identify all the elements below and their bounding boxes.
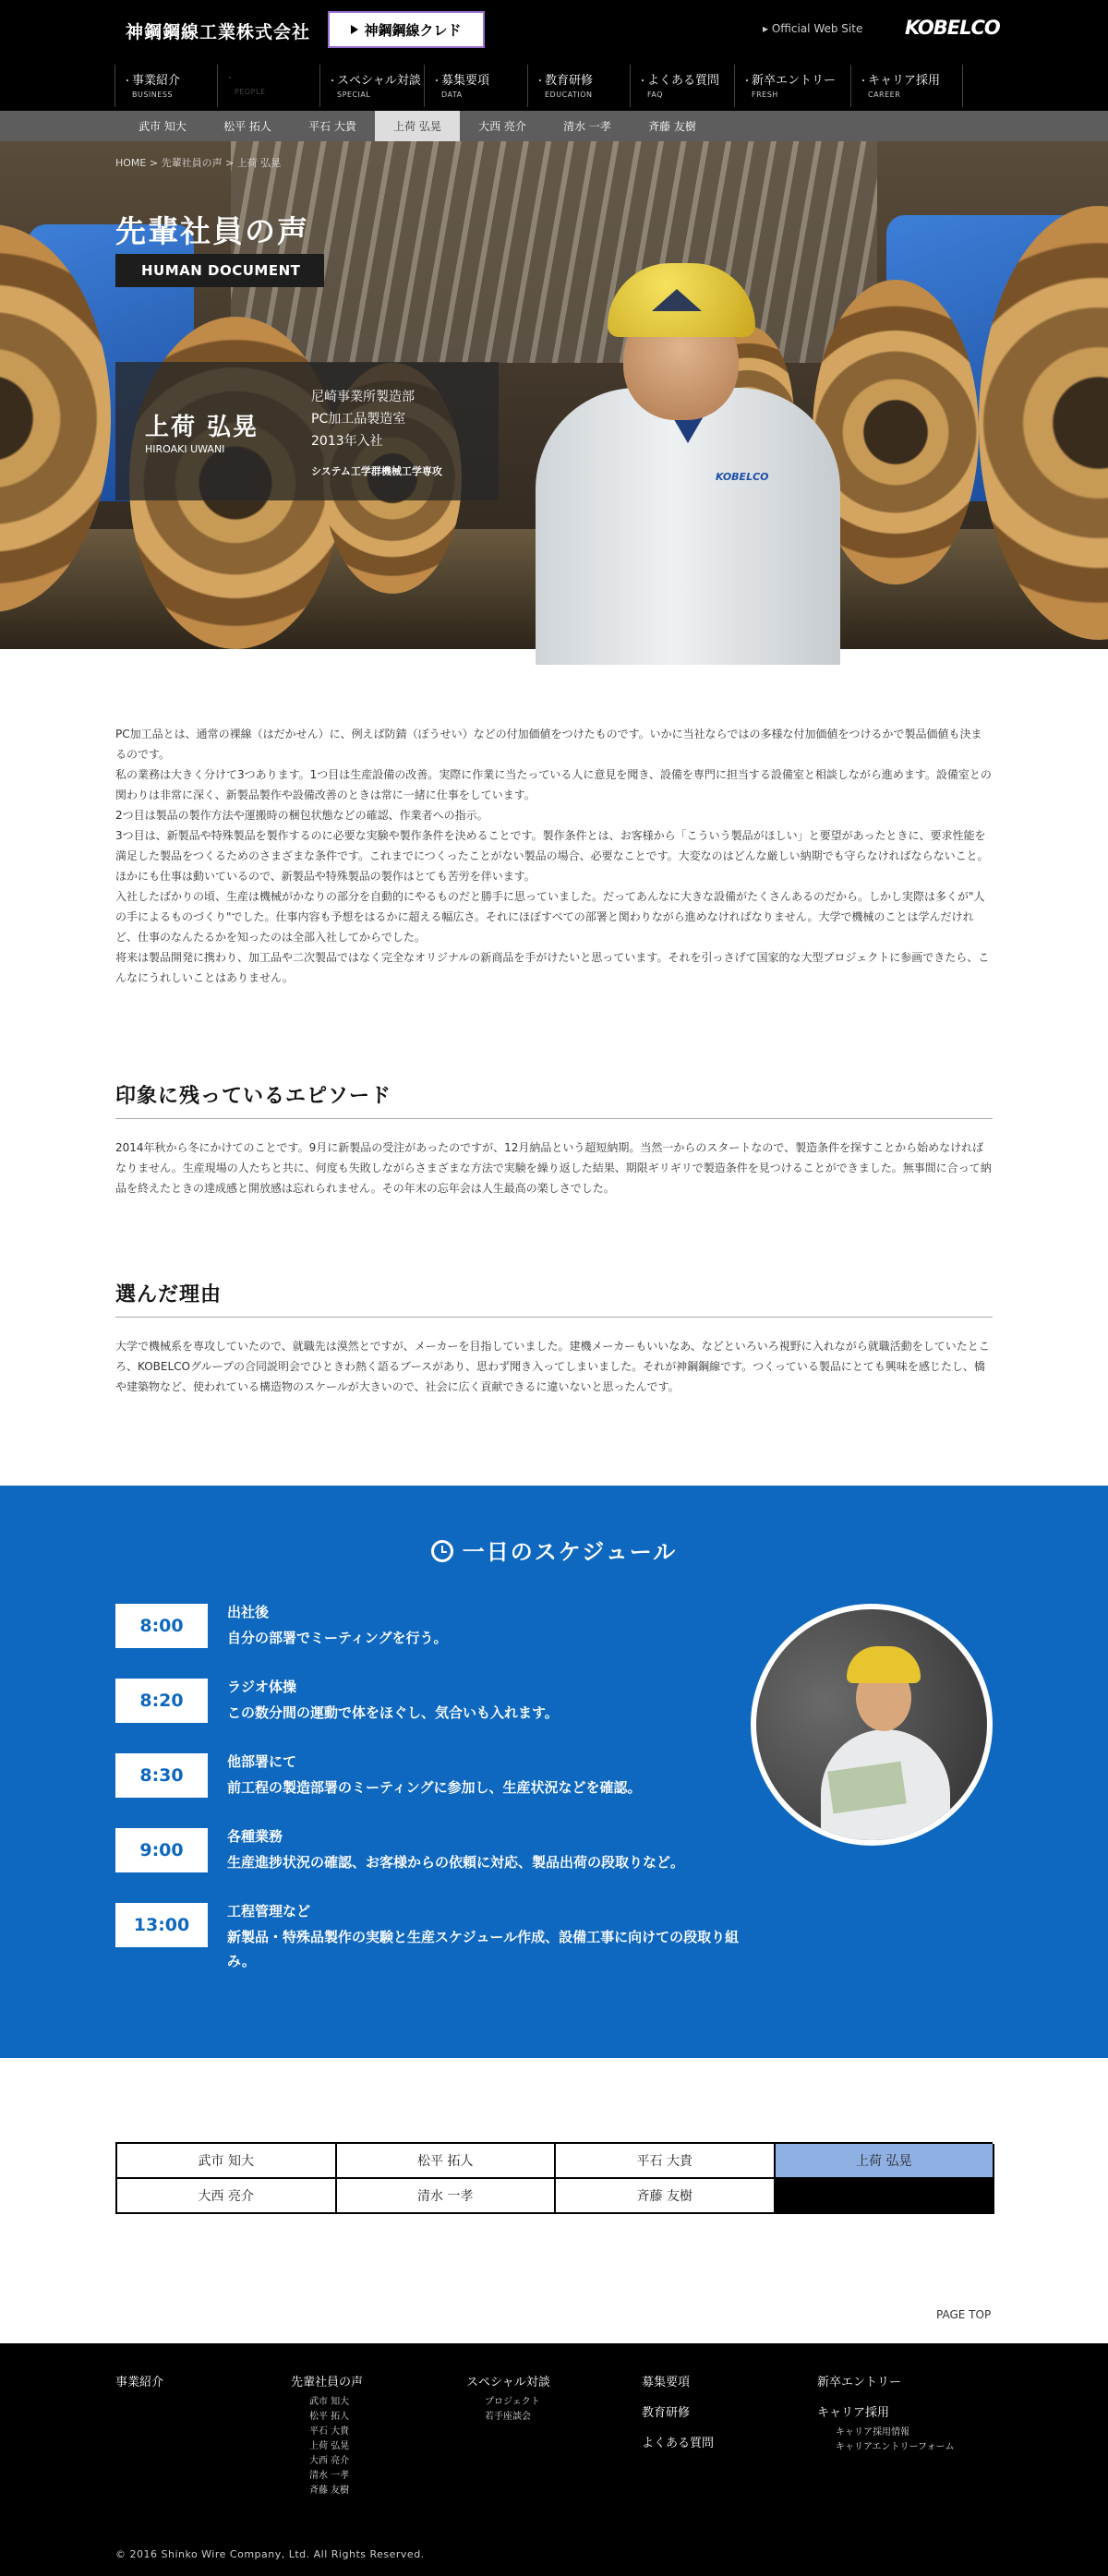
safety-helmet bbox=[608, 263, 755, 337]
schedule-item-desc: 自分の部署でミーティングを行う。 bbox=[227, 1630, 448, 1646]
copyright: © 2016 Shinko Wire Company, Ltd. All Rights Reserved. bbox=[115, 2548, 425, 2560]
subnav-item[interactable]: 松平 拓人 bbox=[223, 120, 271, 133]
kobelco-logo[interactable]: KOBELCO bbox=[905, 17, 1000, 39]
page-subtitle: HUMAN DOCUMENT bbox=[115, 254, 324, 287]
footer-link[interactable]: キャリア採用 bbox=[817, 2406, 890, 2420]
footer-link[interactable]: 教育研修 bbox=[642, 2406, 691, 2420]
schedule-item-title: 他部署にて bbox=[227, 1753, 297, 1770]
people-grid-empty bbox=[776, 2179, 995, 2214]
intro-paragraph: 将来は製品開発に携わり、加工品や二次製品ではなく完全なオリジナルの新商品を手がけたいと思っています。それを引っさげて国家的な大型プロジェクトに参画できたら、こんなにうれしいことはありません。 bbox=[115, 951, 990, 984]
people-grid bbox=[115, 2142, 993, 2214]
nav-label: ・ 募集要項 bbox=[432, 70, 527, 88]
nav-sublabel: FRESH bbox=[752, 90, 778, 99]
intro-paragraph: 入社したばかりの頃、生産は機械がかなりの部分を自動的にやるものだと勝手に思っていました。だってあんなに大きな設備がたくさんあるのだから。しかし実際は多くが"人の手によるものづくり"でした。仕事内容も予想をはるかに超える幅広さ。それにほぼすべての部署と関わりながら進めなければなりません。大学で機械のことは学んだけれど、仕事のなんたるかを知ったのは全部入社してからでした。 bbox=[115, 890, 985, 944]
nav-business[interactable] bbox=[114, 65, 217, 107]
people-grid-cell[interactable]: 武市 知大 bbox=[117, 2144, 337, 2179]
nav-sublabel: FAQ bbox=[647, 90, 663, 99]
employee-roman: HIROAKI UWANI bbox=[145, 443, 225, 455]
schedule-heading bbox=[0, 1534, 1108, 1566]
subnav-item[interactable]: 清水 一孝 bbox=[563, 120, 611, 133]
page-top-link[interactable]: PAGE TOP bbox=[936, 2308, 992, 2321]
schedule-item-desc: 新製品・特殊品製作の実験と生産スケジュール作成、設備工事に向けての段取り組み。 bbox=[227, 1929, 740, 1969]
episode-text: 2014年秋から冬にかけてのことです。9月に新製品の受注があったのですが、12月納品という超短納期。当然一からのスタートなので、製造条件を探すことから始めなければなりません。生産現場の人たちと共に、何度も失敗しながらさまざまな方法で実験を繰り返した結果、期限ギリギリで製造条件を見つけることができました。無事間に合って納品を終えたときの達成感と開放感は忘れられません。その年末の忘年会は人生最高の楽しさでした。 bbox=[115, 1141, 992, 1195]
nav-label: ・ 事業紹介 bbox=[123, 70, 217, 88]
nav-faq[interactable] bbox=[630, 65, 734, 107]
nav-label bbox=[225, 70, 319, 85]
nav-career[interactable] bbox=[850, 65, 963, 107]
footer-link[interactable]: 募集要項 bbox=[642, 2376, 691, 2389]
page-title: 先輩社員の声 bbox=[115, 213, 309, 249]
footer-link[interactable]: 新卒エントリー bbox=[817, 2376, 902, 2389]
employee-photo bbox=[526, 231, 849, 649]
footer-sublink[interactable]: 上荷 弘晃 bbox=[309, 2441, 350, 2451]
episode-heading: 印象に残っているエピソード bbox=[115, 1080, 993, 1119]
people-subnav bbox=[0, 111, 1108, 141]
schedule-time: 8:20 bbox=[115, 1679, 208, 1723]
footer-sublink[interactable]: 大西 亮介 bbox=[309, 2456, 350, 2466]
intro-paragraph: 私の業務は大きく分けて3つあります。1つ目は生産設備の改善。実際に作業に当たっている人に意見を聞き、設備を専門に担当する設備室と相談しながら進めます。設備室との関わりは非常に深く、新製品製作や設備改善のときは常に一緒に仕事をしています。 bbox=[115, 768, 992, 801]
employee-name: 上荷 弘晃 bbox=[145, 414, 259, 441]
people-grid-cell[interactable]: 大西 亮介 bbox=[117, 2179, 337, 2214]
intro-text bbox=[115, 724, 993, 988]
nav-sublabel: DATA bbox=[441, 90, 463, 99]
footer-col-special bbox=[466, 2372, 550, 2425]
footer-sublink[interactable]: 平石 大貴 bbox=[309, 2426, 350, 2437]
nav-sublabel: PEOPLE bbox=[235, 88, 266, 96]
footer-career-list bbox=[817, 2426, 955, 2455]
footer-col-business bbox=[115, 2372, 163, 2402]
schedule-item-desc: 生産進捗状況の確認、お客様からの依頼に対応、製品出荷の段取りなど。 bbox=[227, 1854, 685, 1871]
subnav-item[interactable]: 斉藤 友樹 bbox=[648, 120, 696, 133]
subnav-item[interactable]: 武市 知大 bbox=[138, 120, 187, 133]
nav-label: ・ よくある質問 bbox=[638, 70, 734, 88]
footer-col-entry bbox=[817, 2372, 955, 2455]
schedule-item-desc: この数分間の運動で体をほぐし、気合いも入れます。 bbox=[227, 1704, 559, 1721]
footer-link[interactable]: 事業紹介 bbox=[115, 2376, 164, 2389]
footer-sublink[interactable]: キャリア採用情報 bbox=[836, 2427, 909, 2438]
subnav-item-active[interactable]: 上荷 弘晃 bbox=[375, 111, 460, 141]
reason-heading: 選んだ理由 bbox=[115, 1279, 993, 1318]
schedule-time: 8:00 bbox=[115, 1604, 208, 1648]
footer-col-people bbox=[291, 2372, 363, 2498]
dept-line: 尼崎事業所製造部 bbox=[311, 390, 415, 404]
intro-paragraph: 3つ目は、新製品や特殊製品を製作するのに必要な実験や製作条件を決めることです。製作条件とは、お客様から「こういう製品がほしい」と要望があったときに、要求性能を満足した製品をつくるためのさまざまな条件です。これまでにつくったことがない製品の場合、必要なことです。大変なのはどんな厳しい納期でも守らなければならないこと。ほかにも仕事は動いているので、新製品や特殊製品の製作はとても苦労を伴います。 bbox=[115, 829, 989, 883]
employee-circle-photo bbox=[751, 1604, 993, 1846]
company-logo[interactable]: 神鋼鋼線工業株式会社 bbox=[126, 22, 311, 42]
schedule-title: 一日のスケジュール bbox=[462, 1539, 678, 1565]
people-grid-cell[interactable]: 平石 大貴 bbox=[556, 2144, 776, 2179]
nav-data[interactable] bbox=[424, 65, 527, 107]
schedule-time: 9:00 bbox=[115, 1828, 208, 1872]
nav-people[interactable] bbox=[217, 65, 319, 107]
site-footer bbox=[0, 2343, 1108, 2576]
nav-sublabel: SPECIAL bbox=[337, 90, 371, 99]
footer-sublink[interactable]: プロジェクト bbox=[485, 2397, 540, 2407]
people-grid-cell[interactable]: 清水 一孝 bbox=[337, 2179, 557, 2214]
breadcrumb[interactable]: HOME > 先輩社員の声 > 上荷 弘晃 bbox=[115, 157, 282, 169]
people-grid-cell-active[interactable]: 上荷 弘晃 bbox=[776, 2144, 995, 2179]
employee-major: システム工学群機械工学専攻 bbox=[311, 465, 442, 477]
people-grid-cell[interactable]: 松平 拓人 bbox=[337, 2144, 557, 2179]
footer-special-list bbox=[466, 2395, 550, 2425]
nav-label: ・ 新卒エントリー bbox=[742, 70, 850, 88]
nav-label: ・ スペシャル対談 bbox=[328, 70, 424, 88]
uniform-logo: KOBELCO bbox=[716, 471, 769, 483]
schedule-time: 8:30 bbox=[115, 1753, 208, 1798]
nav-sublabel: BUSINESS bbox=[132, 90, 173, 99]
nav-special[interactable] bbox=[319, 65, 424, 107]
nav-fresh[interactable] bbox=[734, 65, 850, 107]
nav-sublabel: CAREER bbox=[868, 90, 901, 99]
nav-label: ・ 教育研修 bbox=[536, 70, 630, 88]
schedule-section bbox=[0, 1486, 1108, 2058]
footer-sublink[interactable]: 若手座談会 bbox=[485, 2412, 531, 2422]
footer-link[interactable]: スペシャル対談 bbox=[466, 2376, 550, 2389]
credit-label: 神鋼鋼線クレド bbox=[364, 21, 462, 39]
footer-sublink[interactable]: 武市 知大 bbox=[309, 2397, 350, 2407]
people-grid-cell[interactable]: 斉藤 友樹 bbox=[556, 2179, 776, 2214]
footer-link[interactable]: よくある質問 bbox=[642, 2437, 715, 2450]
footer-sublink[interactable]: 清水 一孝 bbox=[309, 2471, 350, 2481]
site-header bbox=[0, 0, 1108, 111]
footer-people-list bbox=[291, 2395, 363, 2498]
nav-sublabel: EDUCATION bbox=[545, 90, 593, 99]
global-nav bbox=[114, 65, 963, 107]
schedule-item-title: 各種業務 bbox=[227, 1828, 283, 1845]
play-icon bbox=[351, 25, 358, 34]
profile-card bbox=[115, 362, 499, 500]
subnav-item[interactable]: 平石 大貴 bbox=[308, 120, 356, 133]
official-site-label: Official Web Site bbox=[771, 22, 863, 35]
reason-text: 大学で機械系を専攻していたので、就職先は漠然とですが、メーカーを目指していました。建機メーカーもいいなあ、などといろいろ視野に入れながら就職活動をしていたところ、KOBELCOグループの合同説明会でひときわ熱く語るブースがあり、思わず聞き入ってしまいました。それが神鋼鋼線です。つくっている製品にとても興味を感じたし、橋や建築物など、使われている構造物のスケールが大きいので、社会に広く貢献できるに違いないと思ったんです。 bbox=[115, 1340, 990, 1393]
schedule-item-title: ラジオ体操 bbox=[227, 1679, 297, 1695]
intro-paragraph: PC加工品とは、通常の裸線（はだかせん）に、例えば防錆（ぼうせい）などの付加価値をつけたものです。いかに当社ならではの多様な付加価値をつけるかで製品価値も決まるのです。 bbox=[115, 728, 982, 761]
footer-sublink[interactable]: キャリアエントリーフォーム bbox=[836, 2442, 955, 2452]
schedule-item-desc: 前工程の製造部署のミーティングに参加し、生産状況などを確認。 bbox=[227, 1779, 642, 1796]
nav-label: ・ キャリア採用 bbox=[859, 70, 962, 88]
official-site-link[interactable]: ▸ Official Web Site bbox=[763, 22, 863, 35]
footer-sublink[interactable]: 斉藤 友樹 bbox=[309, 2486, 350, 2496]
footer-sublink[interactable]: 松平 拓人 bbox=[309, 2412, 350, 2422]
dept-line: PC加工品製造室 bbox=[311, 412, 406, 427]
schedule-item-title: 出社後 bbox=[227, 1604, 270, 1620]
intro-paragraph: 2つ目は製品の製作方法や運搬時の梱包状態などの確認、作業者への指示。 bbox=[115, 809, 488, 822]
subnav-item[interactable]: 大西 亮介 bbox=[478, 120, 526, 133]
safety-helmet bbox=[847, 1646, 921, 1683]
nav-education[interactable] bbox=[527, 65, 630, 107]
employee-dept bbox=[311, 386, 415, 452]
footer-col-recruit bbox=[642, 2372, 714, 2463]
schedule-item-title: 工程管理など bbox=[227, 1903, 311, 1920]
join-year: 2013年入社 bbox=[311, 434, 383, 449]
credit-banner[interactable] bbox=[328, 11, 485, 48]
footer-link[interactable]: 先輩社員の声 bbox=[291, 2376, 364, 2389]
schedule-time: 13:00 bbox=[115, 1903, 208, 1947]
clock-icon bbox=[431, 1540, 453, 1562]
